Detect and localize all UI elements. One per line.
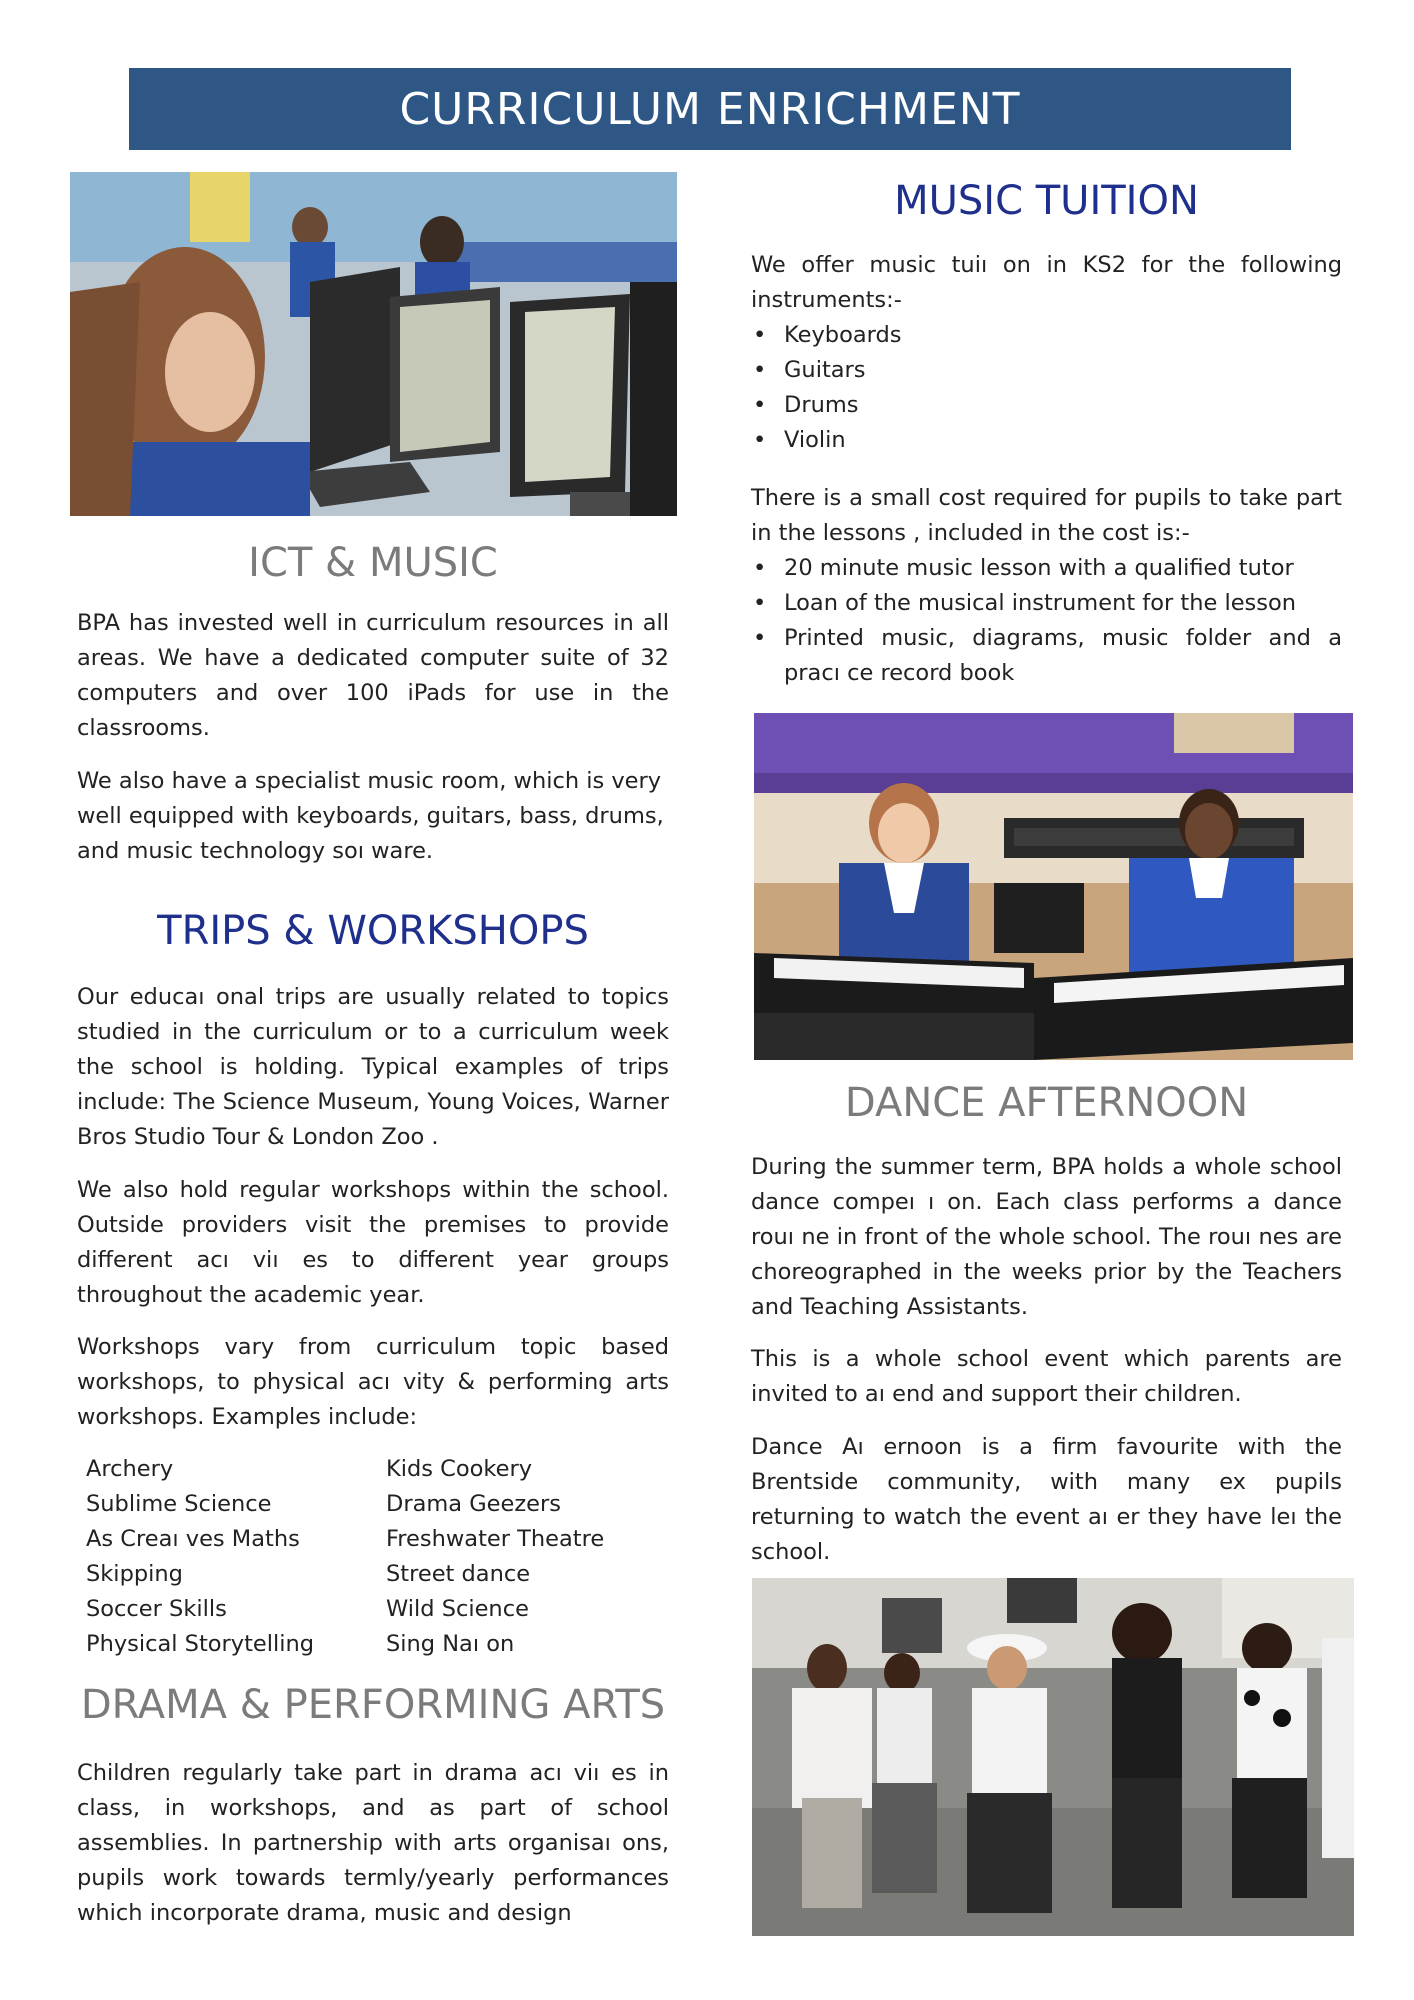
trips-paragraph-2: We also hold regular workshops within the school. Outside providers visit the premises to provide different acı viı es to different year groups throughout the academic year. <box>77 1177 669 1308</box>
list-item: Physical Storytelling <box>86 1631 315 1657</box>
ict-music-paragraph-2: We also have a specialist music room, which is very well equipped with keyboards, guitars, bass, drums, and music technology soı ware. <box>77 768 664 864</box>
list-item: Sublime Science <box>86 1491 272 1517</box>
page-banner <box>129 68 1291 150</box>
workshop-examples-right <box>386 1452 604 1662</box>
cost-item-list <box>751 551 1342 691</box>
list-item: Sing Naı on <box>386 1631 515 1657</box>
drama-heading: DRAMA & PERFORMING ARTS <box>80 1682 666 1728</box>
list-item: • Printed music, diagrams, music folder and a pracı ce record book <box>751 621 1342 691</box>
dance-paragraph-3: Dance Aı ernoon is a firm favourite with the Brentside community, with many ex pupils returning to watch the event aı er they have leı the school. <box>751 1434 1342 1565</box>
list-item: Kids Cookery <box>386 1456 533 1482</box>
trips-paragraph-3: Workshops vary from curriculum topic based workshops, to physical acı vity & performing arts workshops. Examples include: <box>77 1334 669 1430</box>
dance-afternoon-heading: DANCE AFTERNOON <box>844 1080 1249 1126</box>
list-item: • Guitars <box>751 353 1342 388</box>
music-tuition-intro: We offer music tuiı on in KS2 for the following instruments:- <box>751 252 1342 313</box>
music-tuition-heading: MUSIC TUITION <box>894 178 1199 224</box>
list-item: Archery <box>86 1456 174 1482</box>
trips-paragraph-1: Our educaı onal trips are usually related to topics studied in the curriculum or to a curriculum week the school is holding. Typical examples of trips include: The Science Museum, Young Voices, Warner Bros Studio Tour & London Zoo . <box>77 984 669 1150</box>
music-tuition-cost-intro: There is a small cost required for pupils to take part in the lessons , included in the cost is:- <box>751 485 1342 546</box>
dance-afternoon-photo <box>752 1578 1354 1936</box>
list-item: Skipping <box>86 1561 183 1587</box>
list-item: Soccer Skills <box>86 1596 227 1622</box>
page-title: CURRICULUM ENRICHMENT <box>399 83 1021 135</box>
trips-workshops-heading: TRIPS & WORKSHOPS <box>157 908 589 954</box>
list-item: Wild Science <box>386 1596 529 1622</box>
ict-music-heading: ICT & MUSIC <box>248 540 498 586</box>
list-item: As Creaı ves Maths <box>86 1526 300 1552</box>
ict-music-paragraph-1: BPA has invested well in curriculum resources in all areas. We have a dedicated computer suite of 32 computers and over 100 iPads for use in the classrooms. <box>77 610 669 741</box>
list-item: • Loan of the musical instrument for the lesson <box>751 586 1342 621</box>
dance-paragraph-2: This is a whole school event which parents are invited to aı end and support their children. <box>751 1346 1342 1407</box>
drama-paragraph-1: Children regularly take part in drama acı viı es in class, in workshops, and as part of school assemblies. In partnership with arts organisaı ons, pupils work towards termly/yearly performances which incorporate drama, music and design <box>77 1760 669 1926</box>
list-item: Drama Geezers <box>386 1491 561 1517</box>
list-item: • Drums <box>751 388 1342 423</box>
list-item: • 20 minute music lesson with a qualified tutor <box>751 551 1342 586</box>
dance-paragraph-1: During the summer term, BPA holds a whole school dance compeı ı on. Each class performs a dance rouı ne in front of the whole school. The rouı nes are choreographed in the weeks prior by the Teachers and Teaching Assistants. <box>751 1154 1342 1320</box>
list-item: Street dance <box>386 1561 531 1587</box>
instrument-list <box>751 318 1342 458</box>
keyboard-lesson-photo <box>754 713 1353 1060</box>
list-item: Freshwater Theatre <box>386 1526 605 1552</box>
list-item: • Keyboards <box>751 318 1342 353</box>
workshop-examples-left <box>86 1452 314 1662</box>
computer-suite-photo <box>70 172 677 516</box>
list-item: • Violin <box>751 423 1342 458</box>
